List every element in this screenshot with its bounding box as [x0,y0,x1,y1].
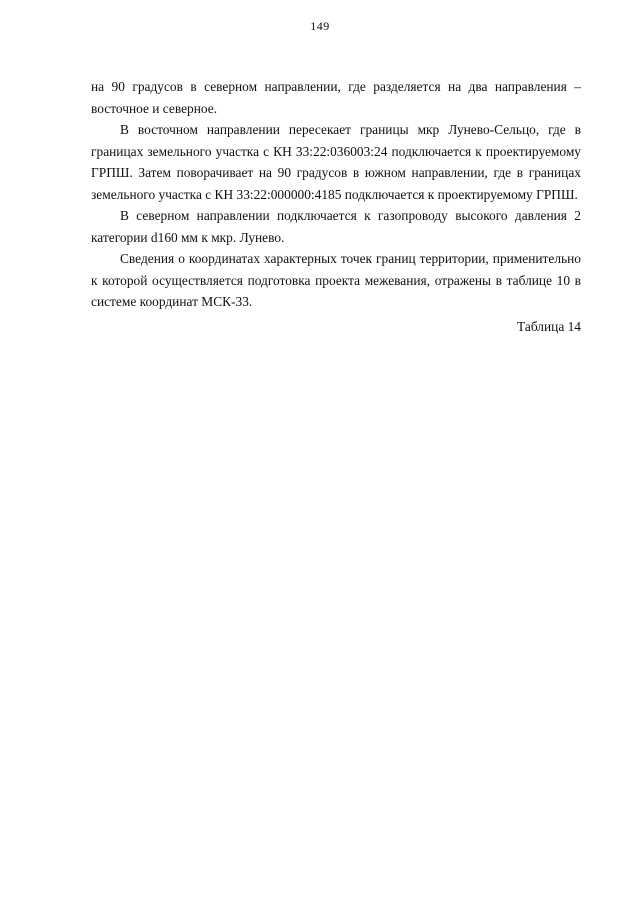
table-caption: Таблица 14 [517,318,581,334]
paragraph-eastern-direction: В восточном направлении пересекает границы мкр Лунево-Сельцо, где в границах земельного участка с КН 33:22:036003:24 подключается к проектируемому ГРПШ. Затем поворачивает на 90 градусов в южном направлении, где в границах земельного участка с КН 33:22:000000:4185 подключается к проектируемому ГРПШ. [91,122,581,202]
document-body [91,76,581,337]
paragraph-coordinates-info: Сведения о координатах характерных точек границ территории, применительно к которой осуществляется подготовка проекта межевания, отражены в таблице 10 в системе координат МСК-33. [91,251,581,309]
paragraph-continuation: на 90 градусов в северном направлении, где разделяется на два направления – восточное и северное. [91,79,581,116]
page-number: 149 [310,19,330,33]
paragraph-northern-direction: В северном направлении подключается к газопроводу высокого давления 2 категории d160 мм к мкр. Лунево. [91,208,581,245]
